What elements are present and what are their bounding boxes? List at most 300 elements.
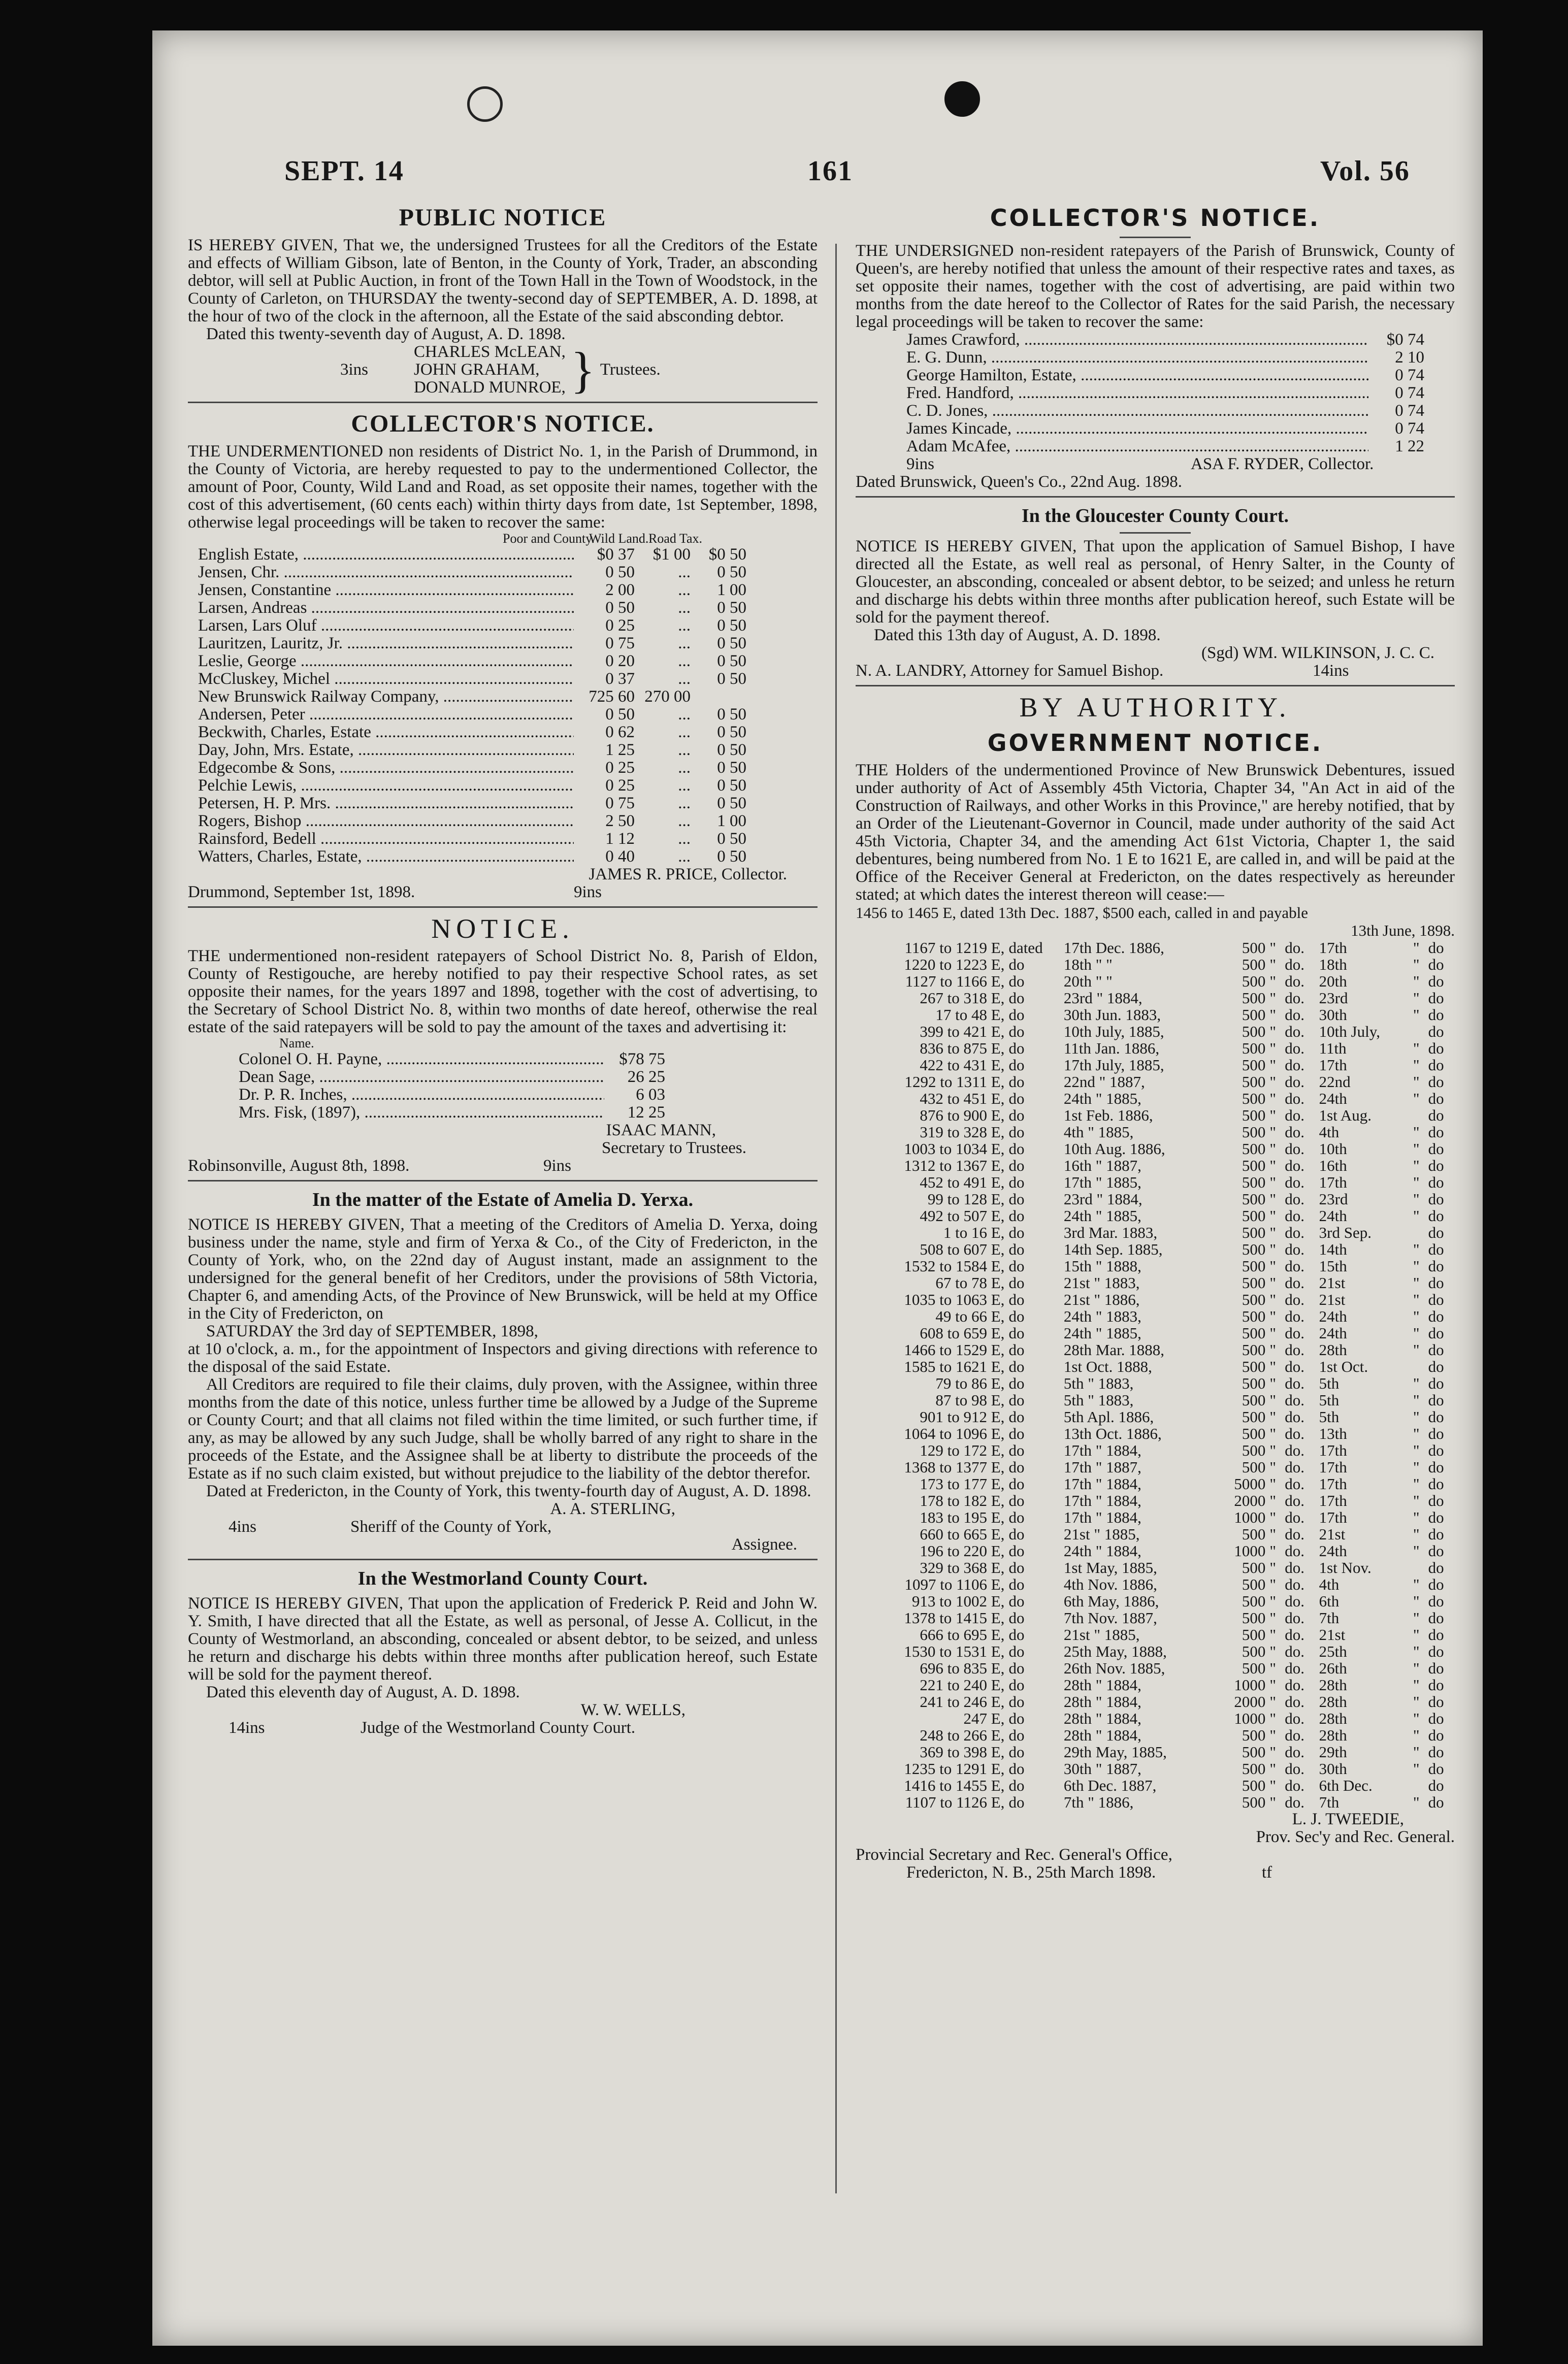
ratepayer-name: George Hamilton, Estate, ..... xyxy=(906,367,1368,384)
collector-notice-drummond xyxy=(188,408,818,908)
ratepayer-name: McCluskey, Michel ..... xyxy=(198,670,574,688)
westmorland-title: In the Westmorland County Court. xyxy=(357,1568,648,1589)
amount: 500 xyxy=(1242,1626,1266,1644)
ditto-mark: " xyxy=(1413,1743,1420,1761)
road-tax-amount: 0 50 xyxy=(717,830,746,848)
trustee-names xyxy=(414,343,566,397)
ditto-mark: " xyxy=(1413,1324,1420,1342)
do-label: do xyxy=(1428,1659,1444,1677)
ditto-mark: " xyxy=(1413,1207,1420,1225)
issue-date: 20th " " xyxy=(1063,972,1113,990)
dated-label: do xyxy=(1008,1626,1025,1644)
col-head-poor: Poor and County. xyxy=(503,531,595,546)
amount: 2000 xyxy=(1234,1492,1266,1509)
dated-label: do xyxy=(1008,1710,1025,1727)
issue-date: 28th " 1884, xyxy=(1063,1710,1141,1727)
table-row xyxy=(198,652,746,670)
table-row xyxy=(198,670,746,688)
payable-date: 21st xyxy=(1319,1274,1346,1292)
issue-date: 15th " 1888, xyxy=(1063,1257,1141,1275)
debenture-range: 608 to 659 E, xyxy=(920,1324,1005,1342)
issue-date: 6th May, 1886, xyxy=(1063,1592,1159,1610)
do-label: do. xyxy=(1285,1609,1304,1627)
do-label: do. xyxy=(1285,1324,1304,1342)
table-row xyxy=(856,1492,1455,1509)
do-label: do xyxy=(1428,1542,1444,1560)
issue-date: 21st " 1885, xyxy=(1063,1525,1140,1543)
issue-date: 24th " 1883, xyxy=(1063,1307,1141,1325)
yerxa-body-3: All Creditors are required to file their claims, duly proven, with the Assignee, within three months from the date of this notice, unless further time be allowed by a Judge of the Supreme or County Court; and that all claims not filed within the time limited, or such further time, if any, as may be allowed by any such Judge, shall be wholly barred of any right to share in the proceeds of the Estate, and the Assignee shall be at liberty to distribute the proceeds of the Estate as if no such claim existed, but without prejudice to the liability of the debtor therefor. xyxy=(188,1375,818,1483)
do-label: do. xyxy=(1285,1307,1304,1325)
dated-label: do xyxy=(1008,1693,1025,1711)
ditto-mark: " xyxy=(1413,1006,1420,1024)
table-row xyxy=(856,1744,1455,1760)
do-label: do xyxy=(1428,939,1444,957)
poor-county-amount: 0 25 xyxy=(605,759,635,777)
payable-date: 14th xyxy=(1319,1240,1347,1258)
rate-amount: $78 75 xyxy=(619,1050,665,1068)
yerxa-signature: A. A. STERLING, xyxy=(550,1500,675,1518)
payable-date: 7th xyxy=(1319,1609,1340,1627)
table-row xyxy=(906,420,1424,438)
amount: 500 xyxy=(1242,1207,1266,1225)
do-label: do. xyxy=(1285,1592,1304,1610)
payable-date: 17th xyxy=(1319,1458,1347,1476)
ditto-mark xyxy=(1411,1559,1426,1576)
do-label: do xyxy=(1428,1626,1444,1644)
issue-date: 4th Nov. 1886, xyxy=(1063,1575,1157,1593)
debenture-range: 1312 to 1367 E, xyxy=(904,1157,1005,1174)
ditto-mark: " xyxy=(1269,1408,1277,1426)
debenture-range: 432 to 451 E, xyxy=(920,1090,1005,1107)
issue-date: 24th " 1885, xyxy=(1063,1090,1141,1107)
do-label: do. xyxy=(1285,1207,1304,1225)
do-label: do. xyxy=(1285,1793,1304,1811)
ditto-mark: " xyxy=(1269,1274,1277,1292)
table-row xyxy=(856,1626,1455,1643)
amount: 500 xyxy=(1242,1793,1266,1811)
do-label: do xyxy=(1428,1475,1444,1493)
ditto-mark xyxy=(1411,1777,1426,1794)
do-label: do. xyxy=(1285,1408,1304,1426)
do-label: do. xyxy=(1285,1676,1304,1694)
do-label: do xyxy=(1428,1441,1444,1459)
debenture-range: 492 to 507 E, xyxy=(920,1207,1005,1225)
road-tax-amount: 1 00 xyxy=(717,581,746,599)
section-rule xyxy=(856,496,1455,498)
amount: 500 xyxy=(1242,1123,1266,1141)
debenture-range: 99 to 128 E, xyxy=(927,1190,1005,1208)
do-label: do xyxy=(1428,1207,1444,1225)
issue-date: 17th " 1884, xyxy=(1063,1441,1141,1459)
wild-land-amount: ... xyxy=(678,616,691,635)
do-label: do xyxy=(1428,1224,1444,1241)
debenture-range: 1416 to 1455 E, xyxy=(904,1777,1005,1794)
table-row xyxy=(198,546,746,564)
do-label: do xyxy=(1428,989,1444,1007)
table-row xyxy=(856,1140,1455,1157)
yerxa-body-2: at 10 o'clock, a. m., for the appointment of Inspectors and giving directions with reference to the disposal of the said Estate. xyxy=(188,1340,818,1376)
ratepayer-name: English Estate, ..... xyxy=(198,546,574,564)
short-rule xyxy=(1120,532,1191,534)
ditto-mark: " xyxy=(1413,1341,1420,1359)
payable-date: 1st Oct. xyxy=(1319,1358,1368,1375)
ratepayer-name: Larsen, Andreas ..... xyxy=(198,599,574,617)
dated-label: do xyxy=(1008,1425,1025,1442)
amount: 500 xyxy=(1242,1659,1266,1677)
notice-eldon-signature: ISAAC MANN, xyxy=(606,1121,716,1139)
poor-county-amount: 0 50 xyxy=(605,563,635,581)
gloucester-title: In the Gloucester County Court. xyxy=(1021,505,1289,527)
public-notice xyxy=(188,202,818,403)
payable-date: 17th xyxy=(1319,1056,1347,1074)
issue-date: 1st Feb. 1886, xyxy=(1063,1106,1153,1124)
ditto-mark: " xyxy=(1269,1777,1277,1794)
ratepayer-name: Pelchie Lewis, ..... xyxy=(198,777,574,795)
debenture-range: 267 to 318 E, xyxy=(920,989,1005,1007)
do-label: do xyxy=(1428,1777,1444,1794)
debenture-range: 876 to 900 E, xyxy=(920,1106,1005,1124)
ratepayer-name: Leslie, George ..... xyxy=(198,652,574,670)
ratepayer-name: Jensen, Constantine ..... xyxy=(198,581,574,599)
table-row xyxy=(856,1040,1455,1057)
table-row xyxy=(856,1023,1455,1040)
road-tax-amount: 0 50 xyxy=(717,794,746,812)
wild-land-amount: ... xyxy=(678,634,691,652)
debenture-range: 1378 to 1415 E, xyxy=(904,1609,1005,1627)
yerxa-dated: Dated at Fredericton, in the County of York, this twenty-fourth day of August, A. D. 1898. xyxy=(206,1482,811,1500)
amount: 500 xyxy=(1242,1106,1266,1124)
amount: 2000 xyxy=(1234,1693,1266,1711)
public-notice-title: PUBLIC NOTICE xyxy=(399,204,607,231)
issue-date: 17th Dec. 1886, xyxy=(1063,939,1164,957)
payable-date: 13th xyxy=(1319,1425,1347,1442)
table-row xyxy=(198,688,746,706)
do-label: do xyxy=(1428,1106,1444,1124)
do-label: do. xyxy=(1285,972,1304,990)
table-row xyxy=(198,848,746,866)
payable-date: 28th xyxy=(1319,1726,1347,1744)
dated-label: do xyxy=(1008,1006,1025,1024)
debenture-range: 17 to 48 E, xyxy=(935,1006,1005,1024)
ditto-mark: " xyxy=(1413,1056,1420,1074)
amount: 500 xyxy=(1242,1341,1266,1359)
dated-label: do xyxy=(1008,1106,1025,1124)
ditto-mark: " xyxy=(1269,1425,1277,1442)
do-label: do xyxy=(1428,1525,1444,1543)
rate-amount: 0 74 xyxy=(1395,384,1424,402)
dated-label: do xyxy=(1008,1224,1025,1241)
ditto-mark: " xyxy=(1269,1173,1277,1191)
do-label: do xyxy=(1428,1693,1444,1711)
debenture-range: 1220 to 1223 E, xyxy=(904,956,1005,973)
table-row xyxy=(198,635,746,652)
table-row xyxy=(856,1760,1455,1777)
payable-date: 23rd xyxy=(1319,1190,1348,1208)
wild-land-amount: ... xyxy=(678,599,691,617)
table-row xyxy=(856,1375,1455,1392)
rate-amount: 0 74 xyxy=(1395,366,1424,384)
do-label: do xyxy=(1428,1643,1444,1660)
table-row xyxy=(856,1392,1455,1408)
table-row xyxy=(906,331,1424,349)
collector-brunswick-footer xyxy=(856,455,1455,473)
rate-amount: 1 22 xyxy=(1395,437,1424,455)
short-rule xyxy=(1120,237,1191,238)
col-head-road: Road Tax. xyxy=(648,531,703,546)
amount: 500 xyxy=(1242,1140,1266,1158)
dated-label: do xyxy=(1008,989,1025,1007)
dated-label: do xyxy=(1008,1274,1025,1292)
ratepayer-name: New Brunswick Railway Company, ..... xyxy=(198,688,574,706)
dated-label: do xyxy=(1008,1777,1025,1794)
table-row xyxy=(856,1727,1455,1744)
header-date: SEPT. 14 xyxy=(284,155,404,187)
amount: 500 xyxy=(1242,1358,1266,1375)
payable-date: 25th xyxy=(1319,1643,1347,1660)
do-label: do. xyxy=(1285,1425,1304,1442)
do-label: do. xyxy=(1285,1743,1304,1761)
collector-brunswick-dated: Dated Brunswick, Queen's Co., 22nd Aug. 1898. xyxy=(856,473,1182,491)
do-label: do xyxy=(1428,1391,1444,1409)
road-tax-amount: 0 50 xyxy=(717,759,746,777)
debenture-range: 1 to 16 E, xyxy=(943,1224,1005,1241)
ratepayer-name: James Kincade, ..... xyxy=(906,420,1368,438)
poor-county-amount: 1 12 xyxy=(605,830,635,848)
notice-eldon-signature-title: Secretary to Trustees. xyxy=(601,1139,746,1157)
issue-date: 17th " 1885, xyxy=(1063,1173,1141,1191)
government-footer xyxy=(856,1864,1455,1882)
do-label: do xyxy=(1428,1274,1444,1292)
government-office: Provincial Secretary and Rec. General's Office, xyxy=(856,1846,1172,1864)
dated-label: do xyxy=(1008,1341,1025,1359)
table-row xyxy=(856,1241,1455,1258)
gloucester-dated: Dated this 13th day of August, A. D. 1898. xyxy=(874,626,1161,644)
debenture-range: 1107 to 1126 E, xyxy=(905,1793,1005,1811)
yerxa-date-line: SATURDAY the 3rd day of SEPTEMBER, 1898, xyxy=(206,1322,538,1340)
table-row xyxy=(856,1425,1455,1442)
ditto-mark: " xyxy=(1413,1626,1420,1644)
do-label: do. xyxy=(1285,1559,1304,1577)
dated-label: do xyxy=(1008,1760,1025,1778)
do-label: do. xyxy=(1285,1458,1304,1476)
government-first-payable: 13th June, 1898. xyxy=(1351,922,1455,939)
table-row xyxy=(856,1660,1455,1677)
dated-label: do xyxy=(1008,1090,1025,1107)
payable-date: 28th xyxy=(1319,1710,1347,1727)
ratepayer-name: Lauritzen, Lauritz, Jr. ..... xyxy=(198,635,574,652)
government-notice xyxy=(856,692,1455,1882)
payable-date: 5th xyxy=(1319,1408,1340,1426)
yerxa-estate-notice xyxy=(188,1187,818,1560)
do-label: do. xyxy=(1285,1508,1304,1526)
rate-amount: 12 25 xyxy=(627,1103,665,1122)
ditto-mark xyxy=(1411,1107,1426,1124)
payable-date: 29th xyxy=(1319,1743,1347,1761)
amount: 500 xyxy=(1242,1726,1266,1744)
do-label: do xyxy=(1428,1173,1444,1191)
dated-label: do xyxy=(1008,1190,1025,1208)
debenture-range: 399 to 421 E, xyxy=(920,1023,1005,1040)
rate-amount: 0 74 xyxy=(1395,402,1424,420)
ratepayer-name: Rogers, Bishop ..... xyxy=(198,812,574,830)
ditto-mark: " xyxy=(1413,1575,1420,1593)
table-row xyxy=(198,741,746,759)
yerxa-footer xyxy=(188,1518,818,1536)
do-label: do xyxy=(1428,1374,1444,1392)
table-row xyxy=(856,1777,1455,1794)
collector-brunswick-body: THE UNDERSIGNED non-resident ratepayers of the Parish of Brunswick, County of Queen's, are hereby notified that unless the amount of their respective rates and taxes, as set opposite their names, together with the cost of advertising, are paid within two months from the date hereof to the Collector of Rates for the said Parish, the necessary legal proceedings will be taken to recover the same: xyxy=(856,242,1455,331)
issue-date: 10th Aug. 1886, xyxy=(1063,1140,1165,1158)
table-row xyxy=(198,581,746,599)
payable-date: 6th Dec. xyxy=(1319,1777,1373,1794)
do-label: do. xyxy=(1285,1073,1304,1091)
debenture-range: 1035 to 1063 E, xyxy=(904,1291,1005,1308)
ratepayer-name: James Crawford, ..... xyxy=(906,331,1368,349)
ditto-mark: " xyxy=(1269,1140,1277,1158)
ditto-mark: " xyxy=(1413,1475,1420,1493)
ditto-mark: " xyxy=(1269,1458,1277,1476)
ditto-mark: " xyxy=(1269,1542,1277,1560)
ditto-mark: " xyxy=(1413,1090,1420,1107)
table-row xyxy=(198,830,746,848)
ditto-mark: " xyxy=(1269,1039,1277,1057)
wild-land-amount: ... xyxy=(678,794,691,812)
amount: 500 xyxy=(1242,1643,1266,1660)
do-label: do. xyxy=(1285,1492,1304,1509)
government-tf: tf xyxy=(1262,1863,1272,1882)
public-notice-body: IS HEREBY GIVEN, That we, the undersigned Trustees for all the Creditors of the Estate and effects of William Gibson, late of Benton, in the County of York, Trader, an absconding debtor, will sell at Public Auction, in front of the Town Hall in the Town of Woodstock, in the County of Carleton, on THURSDAY the twenty-second day of SEPTEMBER, A. D. 1898, at the hour of two of the clock in the afternoon, all the Estate of the said absconding debtor. xyxy=(188,236,818,325)
table-row xyxy=(856,1274,1455,1291)
do-label: do. xyxy=(1285,1693,1304,1711)
issue-date: 24th " 1884, xyxy=(1063,1542,1141,1560)
road-tax-amount: 0 50 xyxy=(717,847,746,866)
yerxa-title: In the matter of the Estate of Amelia D. Yerxa. xyxy=(312,1189,694,1210)
table-row xyxy=(856,956,1455,973)
poor-county-amount: 0 37 xyxy=(605,670,635,688)
do-label: do. xyxy=(1285,1224,1304,1241)
payable-date: 24th xyxy=(1319,1207,1347,1225)
issue-date: 28th Mar. 1888, xyxy=(1063,1341,1164,1359)
section-rule xyxy=(188,906,818,908)
do-label: do xyxy=(1428,1324,1444,1342)
payable-date: 17th xyxy=(1319,1508,1347,1526)
collector-drummond-dated: Drummond, September 1st, 1898. xyxy=(188,883,415,901)
header-volume: Vol. 56 xyxy=(1320,155,1410,187)
wild-land-amount: 270 00 xyxy=(644,687,691,706)
do-label: do xyxy=(1428,1341,1444,1359)
ditto-mark: " xyxy=(1413,1140,1420,1158)
payable-date: 16th xyxy=(1319,1157,1347,1174)
amount: 500 xyxy=(1242,1441,1266,1459)
westmorland-signature-title: Judge of the Westmorland County Court. xyxy=(361,1719,636,1737)
collector-brunswick-table xyxy=(856,331,1455,455)
issue-date: 30th " 1887, xyxy=(1063,1760,1141,1778)
ratepayer-name: Dr. P. R. Inches, ..... xyxy=(239,1086,604,1104)
amount: 1000 xyxy=(1234,1542,1266,1560)
issue-date: 14th Sep. 1885, xyxy=(1063,1240,1163,1258)
westmorland-body: NOTICE IS HEREBY GIVEN, That upon the application of Frederick P. Reid and John W. Y. Smith, I have directed that all the Estate, as well as personal, of Jesse A. Collicut, in the County of Westmorland, an absconding, concealed or absent debtor, to be seized, and unless he return and discharge his debts within three months after publication hereof, such Estate will be sold for the payment thereof. xyxy=(188,1594,818,1684)
road-tax-amount: 1 00 xyxy=(717,812,746,830)
table-row xyxy=(856,1207,1455,1224)
ditto-mark: " xyxy=(1413,1240,1420,1258)
westmorland-ins: 14ins xyxy=(228,1719,265,1737)
debenture-range: 196 to 220 E, xyxy=(920,1542,1005,1560)
amount: 500 xyxy=(1242,1609,1266,1627)
do-label: do xyxy=(1428,1307,1444,1325)
do-label: do. xyxy=(1285,1475,1304,1493)
do-label: do xyxy=(1428,1240,1444,1258)
table-row xyxy=(198,724,746,741)
payable-date: 3rd Sep. xyxy=(1319,1224,1371,1241)
ditto-mark: " xyxy=(1413,1508,1420,1526)
ditto-mark xyxy=(1411,1023,1426,1040)
ditto-mark: " xyxy=(1413,1793,1420,1811)
ditto-mark: " xyxy=(1269,1676,1277,1694)
ratepayer-name: C. D. Jones, ..... xyxy=(906,402,1368,420)
do-label: do. xyxy=(1285,1341,1304,1359)
payable-date: 17th xyxy=(1319,1173,1347,1191)
ditto-mark: " xyxy=(1269,1341,1277,1359)
payable-date: 24th xyxy=(1319,1090,1347,1107)
do-label: do xyxy=(1428,1358,1444,1375)
do-label: do. xyxy=(1285,1157,1304,1174)
table-row xyxy=(198,617,746,635)
ditto-mark xyxy=(1411,1358,1426,1375)
ditto-mark: " xyxy=(1269,1257,1277,1275)
dated-label: do xyxy=(1008,1743,1025,1761)
ratepayer-name: Mrs. Fisk, (1897), ..... xyxy=(239,1104,604,1122)
do-label: do xyxy=(1428,1291,1444,1308)
collector-drummond-footer xyxy=(188,883,818,901)
gloucester-ins: 14ins xyxy=(1313,662,1349,680)
debenture-range: 1097 to 1106 E, xyxy=(904,1575,1005,1593)
ditto-mark: " xyxy=(1269,1693,1277,1711)
do-label: do xyxy=(1428,1039,1444,1057)
do-label: do. xyxy=(1285,1173,1304,1191)
yerxa-ins: 4ins xyxy=(228,1518,257,1536)
ditto-mark: " xyxy=(1269,939,1277,957)
do-label: do xyxy=(1428,1408,1444,1426)
amount: 1000 xyxy=(1234,1508,1266,1526)
dated-label: do xyxy=(1008,1458,1025,1476)
table-row xyxy=(856,1224,1455,1241)
brace-glyph: } xyxy=(570,341,595,398)
debenture-range: 901 to 912 E, xyxy=(920,1408,1005,1426)
do-label: do. xyxy=(1285,1542,1304,1560)
amount: 1000 xyxy=(1234,1710,1266,1727)
debenture-range: 1003 to 1034 E, xyxy=(904,1140,1005,1158)
collector-drummond-title: COLLECTOR'S NOTICE. xyxy=(351,410,655,437)
table-row xyxy=(198,795,746,812)
table-row xyxy=(906,384,1424,402)
payable-date: 18th xyxy=(1319,956,1347,973)
debenture-range: 241 to 246 E, xyxy=(920,1693,1005,1711)
do-label: do. xyxy=(1285,1643,1304,1660)
do-label: do. xyxy=(1285,1441,1304,1459)
issue-date: 7th Nov. 1887, xyxy=(1063,1609,1157,1627)
payable-date: 6th xyxy=(1319,1592,1340,1610)
rate-amount: 0 74 xyxy=(1395,419,1424,438)
dated-label: do xyxy=(1008,1157,1025,1174)
ditto-mark: " xyxy=(1413,1643,1420,1660)
by-authority-heading: BY AUTHORITY. xyxy=(1019,692,1291,723)
debenture-range: 1127 to 1166 E, xyxy=(905,972,1005,990)
ditto-mark: " xyxy=(1269,1157,1277,1174)
table-row xyxy=(856,973,1455,990)
dated-label: do xyxy=(1008,1492,1025,1509)
amount: 500 xyxy=(1242,1307,1266,1325)
